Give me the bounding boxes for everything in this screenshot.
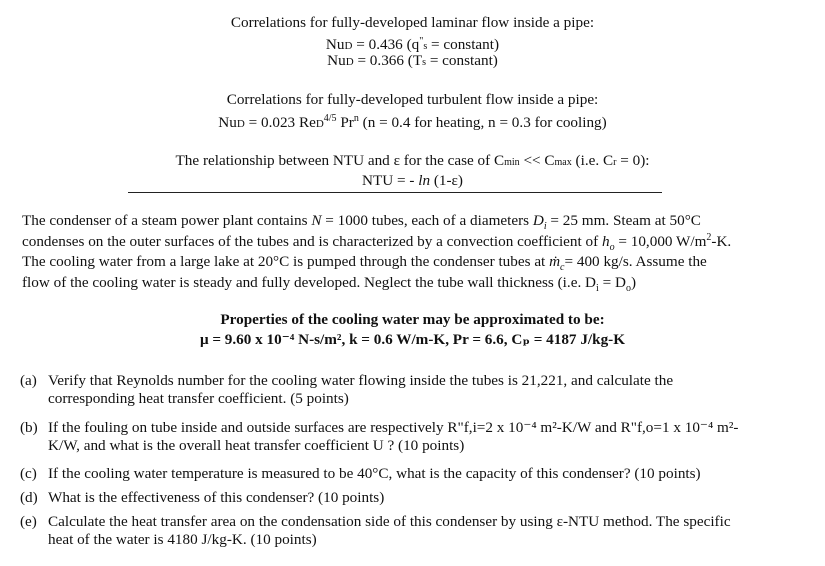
problem-line-2: condenses on the outer surfaces of the tubes and is characterized by a convection coefficient of $h_o = 10,000$ $W/m^2-K$. [22,231,732,253]
turbulent-eq: NuD = 0.023 ReD$^{4/5}$ Pr$^n$ (n = 0.4 for heating, n = 0.3 for cooling) [218,113,607,131]
question-text-line: Calculate the heat transfer area on the condensation side of this condenser by using ε-NTU method. The specific [48,513,731,530]
question-text-line: Verify that Reynolds number for the cooling water flowing inside the tubes is 21,221, and calculate the [48,372,674,389]
properties-block [0,310,825,349]
ntu-eq: NTU = - ln (1-ε) [361,172,463,189]
question-text-line: heat of the water is 4180 J/kg-K. (10 points) [48,531,317,548]
laminar-title: Correlations for fully-developed laminar flow inside a pipe: [230,14,595,31]
question-text-line: K/W, and what is the overall heat transfer coefficient U ? (10 points) [48,437,465,454]
ntu-title: The relationship between NTU and ε for the case of Cmin << Cmax (i.e. Cr = 0): [175,152,650,169]
problem-line-3: The cooling water from a large lake at 20°C is pumped through the condenser tubes at ṁ$_c$= 400 kg/s. Assume the [22,253,707,274]
problem-line-4: flow of the cooling water is steady and fully developed. Neglect the tube wall thickness (i.e. $D_i = D_o$) [22,273,636,294]
question-label: (b) [20,419,38,436]
header-divider [128,192,662,193]
properties-values: μ = 9.60 x 10⁻⁴ N-s/m², k = 0.6 W/m-K, Pr = 6.6, Cₚ = 4187 J/kg-K [199,330,626,348]
properties-title: Properties of the cooling water may be approximated to be: [220,311,605,328]
turbulent-title: Correlations for fully-developed turbulent flow inside a pipe: [226,91,599,108]
problem-line-1: The condenser of a steam power plant contains N = 1000 tubes, each of a diameters $D_i = 25$ mm. Steam at 50°C [22,212,701,233]
question-text-line: corresponding heat transfer coefficient. (5 points) [48,390,349,407]
question-text-line: If the cooling water temperature is measured to be 40°C, what is the capacity of this condenser? (10 points) [48,465,701,482]
laminar-eq-1: NuD = 0.436 (q"s = constant) [325,36,500,53]
laminar-eq-2: NuD = 0.366 (Ts = constant) [327,52,498,69]
question-label: (d) [20,489,38,506]
question-text-line: What is the effectiveness of this condenser? (10 points) [48,489,385,506]
problem-statement [22,211,812,293]
question-label: (e) [20,513,37,530]
question-text-line: If the fouling on tube inside and outside surfaces are respectively R"f,i=2 x 10⁻⁴ m²-K/W and R"f,o=1 x 10⁻⁴ m²- [48,419,739,436]
question-label: (c) [20,465,37,482]
question-label: (a) [20,372,37,389]
